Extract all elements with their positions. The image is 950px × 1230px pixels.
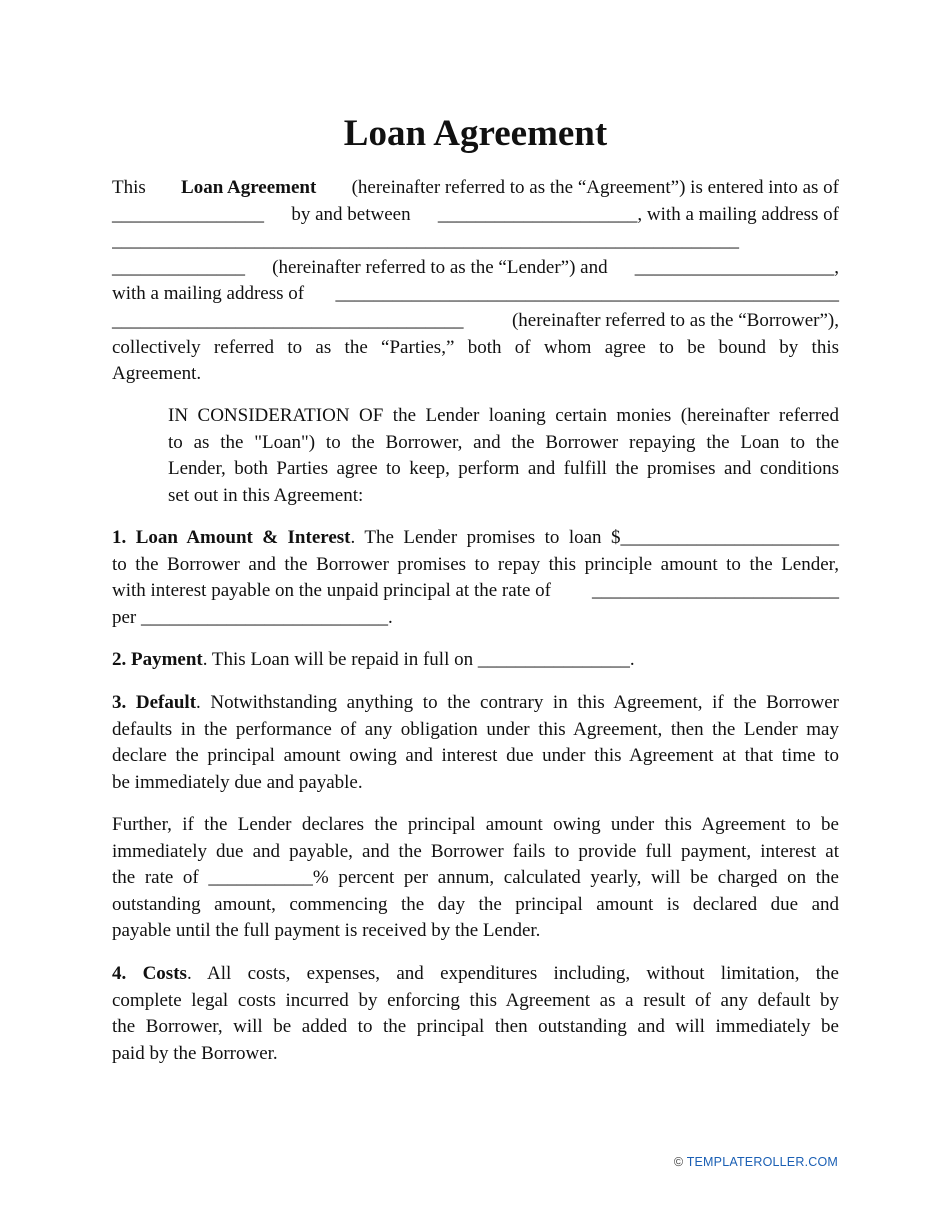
section-1-heading: 1. Loan Amount & Interest [112,527,351,548]
section-3-heading: 3. Default [112,692,197,713]
consideration-paragraph: IN CONSIDERATION OF the Lender loaning certain monies (hereinafter referred to as the "Loan") to the Borrower, and the Borrower repaying the Loan to the Lender, both Parties agree to keep, perform and fulfill the promises and conditions set out in this Agreement: [168,405,839,506]
intro-line-1: This Loan Agreement (hereinafter referred to as the “Agreement”) is entered into as of [112,177,839,198]
lender-name-blank: _____________________, with a mailing address of [437,203,839,225]
intro-line-6: _____________________________________ (hereinafter referred to as the “Borrower”), [112,309,839,331]
default-rate-blank: the rate of ___________% percent per annum, calculated yearly, will be charged on the [112,867,839,889]
borrower-address-blank: _____________________________________________________ [335,283,839,305]
lender-address-blank: __________________________________________________________________ [112,230,739,252]
intro-line-4: ______________ (hereinafter referred to as the “Lender”) and _____________________, [112,255,839,282]
further-paragraph: Further, if the Lender declares the principal amount owing under this Agreement to be immediately due and payable, and the Borrower fails to provide full payment, interest at the rate of ___________% percent per annum, calculated yearly, will be charged on the outstanding amount, commencing the day the principal amount is declared due and payable until the full payment is received by the Lender. [112,814,839,942]
section-2-heading: 2. Payment [112,649,203,670]
borrower-name-blank: _____________________, [634,256,839,278]
section-costs: 4. Costs. All costs, expenses, and expenditures including, without limitation, the complete legal costs incurred by enforcing this Agreement as a result of any default by the Borrower, will be added to the principal then outstanding and will immediately be paid by the Borrower. [112,963,839,1064]
interest-rate-blank: __________________________ [592,580,839,602]
copyright-icon: © [673,1155,684,1169]
section-4-heading: 4. Costs [112,963,187,984]
document-title: Loan Agreement [343,113,608,154]
section-default: 3. Default. Notwithstanding anything to the contrary in this Agreement, if the Borrower defaults in the performance of any obligation under this Agreement, then the Lender may declare the principal amount owing and interest due under this Agreement at that time to be immediately due and payable. [112,692,839,793]
section-loan-amount: 1. Loan Amount & Interest. The Lender promises to loan $_______________________ to the Borrower and the Borrower promises to repay this principle amount to the Lender, with interest payable on the unpaid principal at the rate of __________________________ per __________________________. [112,525,839,631]
section-1-line-3: with interest payable on the unpaid principal at the rate of __________________________ [112,578,839,605]
intro-line-2: ________________ by and between _____________________, with a mailing address of [112,202,839,229]
intro-line-5: with a mailing address of _____________________________________________________ [112,281,839,308]
section-payment: 2. Payment. This Loan will be repaid in full on ________________. [112,649,635,670]
date-blank: ________________ [112,203,264,225]
footer-watermark[interactable] [674,1155,838,1169]
intro-paragraph: This Loan Agreement (hereinafter referred to as the “Agreement”) is entered into as of ________________ by and between _____________________, with a mailing address of __________________________________________________________________ ______________ (hereinafter referred to as the “Lender”) and _____________________, with a mailing address of _____________________________________________________ _____________________________________ (hereinafter referred to as the “Borrower”), collectively referred to as the “Parties,” both of whom agree to be bound by this Agreement. [112,177,839,385]
section-1-line-1: 1. Loan Amount & Interest. The Lender promises to loan $_______________________ [112,527,840,548]
interest-period-blank: per __________________________. [112,606,393,628]
footer-site-link[interactable]: TEMPLATEROLLER.COM [686,1155,838,1169]
